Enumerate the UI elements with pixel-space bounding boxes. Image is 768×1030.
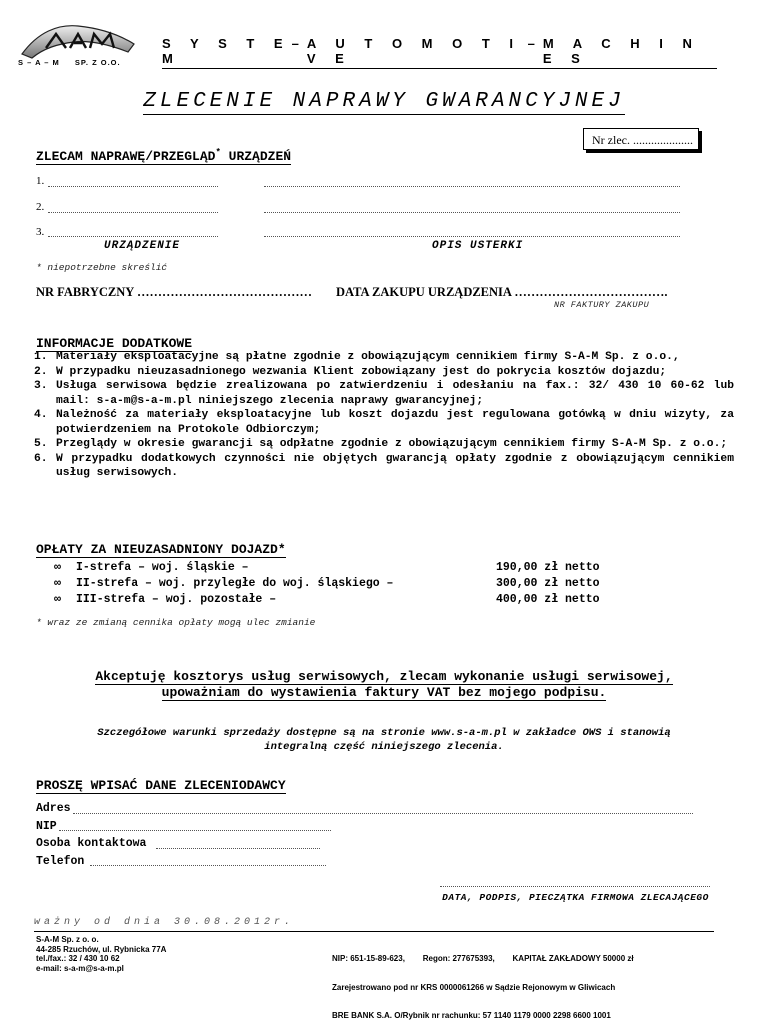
contact-row xyxy=(36,835,693,853)
info-heading-text: INFORMACJE DODATKOWE xyxy=(36,336,193,351)
tagline-word: A U T O M O T I V E xyxy=(306,36,522,66)
fault-field-2[interactable] xyxy=(264,212,680,213)
client-fields xyxy=(36,800,693,870)
fee-price: 190,00 zł netto xyxy=(496,561,600,574)
fee-zone: I-strefa – woj. śląskie – xyxy=(76,561,249,574)
list-item xyxy=(34,379,734,408)
footer-line: Zarejestrowano pod nr KRS 0000061266 w Sądzie Rejonowym w Gliwicach xyxy=(332,982,616,992)
terms-line-2: integralną część niniejszego zlecenia. xyxy=(264,741,504,753)
list-item-number: 5. xyxy=(34,438,48,450)
list-item xyxy=(34,408,734,437)
tagline-word: M A C H I N E S xyxy=(542,36,700,66)
bullet-icon: ∞ xyxy=(54,561,61,574)
repair-row-num: 3. xyxy=(36,226,45,238)
list-item-text: Przeglądy w okresie gwarancji są odpłatne zgodnie z obowiązującym cennikiem firmy S-A-M Sp. z o.o.; xyxy=(56,438,728,450)
tagline-dash: – xyxy=(291,36,307,51)
list-item-number: 1. xyxy=(34,351,48,363)
logo-company-right: SP. Z O.O. xyxy=(74,58,121,67)
repair-heading-mark: * xyxy=(215,148,221,158)
list-item-number: 6. xyxy=(34,452,48,465)
fault-field-1[interactable] xyxy=(264,186,680,187)
purchase-date-field[interactable]: DATA ZAKUPU URZĄDZENIA ………………………………. xyxy=(336,285,668,299)
list-item-text: Usługa serwisowa będzie zrealizowana po zatwierdzeniu i odesłaniu na fax.: 32/ 430 10 60-62 lub mail: s-a-m@s-a-m.pl niniejszego zlecenia naprawy gwarancyjnej; xyxy=(56,380,734,407)
acceptance-statement xyxy=(0,669,768,701)
contact-field[interactable] xyxy=(156,848,320,849)
client-heading xyxy=(36,778,286,793)
valid-from: ważny od dnia 30.08.2012r. xyxy=(34,917,295,928)
list-item xyxy=(34,452,734,481)
acceptance-line-2: upoważniam do wystawienia faktury VAT bez mojego podpisu. xyxy=(161,685,607,700)
info-list xyxy=(34,350,734,481)
list-item-text: W przypadku nieuzasadnionego wezwania Klient zobowiązany jest do pokrycia kosztów dojazdu; xyxy=(56,365,667,378)
list-item xyxy=(34,437,734,452)
signature-label: DATA, PODPIS, PIECZĄTKA FIRMOWA ZLECAJĄCEGO xyxy=(442,892,709,903)
footer-line: e-mail: s-a-m@s-a-m.pl xyxy=(36,963,124,973)
footer-line: NIP: 651-15-89-623, Regon: 277675393, KAPITAŁ ZAKŁADOWY 50000 zł xyxy=(332,954,634,963)
bullet-icon: ∞ xyxy=(54,577,61,590)
fee-price: 400,00 zł netto xyxy=(496,593,600,606)
order-number-box[interactable] xyxy=(583,128,699,150)
device-field-3[interactable] xyxy=(48,236,218,237)
header-divider xyxy=(162,68,717,69)
terms-line-1: Szczegółowe warunki sprzedaży dostępne są na stronie www.s-a-m.pl w zakładce OWS i stanowią xyxy=(97,727,671,739)
repair-row-num: 2. xyxy=(36,201,45,213)
repair-heading-text: ZLECAM NAPRAWĘ/PRZEGLĄD xyxy=(36,149,216,165)
repair-row-num: 1. xyxy=(36,175,45,187)
device-field-1[interactable] xyxy=(48,186,218,187)
fees-heading-text: OPŁATY ZA NIEUZASADNIONY DOJAZD* xyxy=(36,542,286,557)
footer-registration-info xyxy=(332,935,634,1030)
list-item xyxy=(34,365,734,380)
repair-heading xyxy=(36,148,291,164)
address-label: Adres xyxy=(36,802,71,815)
terms-note xyxy=(0,726,768,754)
fees-heading xyxy=(36,542,286,557)
info-heading xyxy=(36,336,192,351)
repair-heading-tail: URZĄDZEŃ xyxy=(228,149,292,165)
phone-field[interactable] xyxy=(90,865,326,866)
fees-footnote: * wraz ze zmianą cennika opłaty mogą ulec zmianie xyxy=(36,617,316,628)
document-title xyxy=(0,90,768,113)
address-row xyxy=(36,800,693,818)
footer-divider xyxy=(34,931,714,932)
order-number-label: Nr zlec. .................... xyxy=(592,133,693,147)
fee-zone: II-strefa – woj. przyległe do woj. śląskiego – xyxy=(76,577,394,590)
footer-line: tel./fax.: 32 / 430 10 62 xyxy=(36,954,120,963)
list-item-number: 3. xyxy=(34,380,48,392)
fee-row xyxy=(54,592,616,608)
serial-number-field[interactable]: NR FABRYCZNY …………………………………… xyxy=(36,285,312,299)
list-item-text: W przypadku dodatkowych czynności nie objętych gwarancją opłaty zgodnie z obowiązującym cennikiem usług serwisowych. xyxy=(56,452,734,479)
list-item-text: Materiały eksploatacyjne są płatne zgodnie z obowiązującym cennikiem firmy S-A-M Sp. z o.o., xyxy=(56,351,680,363)
client-heading-text: PROSZĘ WPISAĆ DANE ZLECENIODAWCY xyxy=(36,778,286,793)
tagline-word: S Y S T E M xyxy=(162,36,291,66)
bullet-icon: ∞ xyxy=(54,593,61,606)
invoice-label: NR FAKTURY ZAKUPU xyxy=(554,300,650,310)
fault-field-3[interactable] xyxy=(264,236,680,237)
tagline-dash: – xyxy=(527,36,543,51)
fee-zone: III-strefa – woj. pozostałe – xyxy=(76,593,277,606)
address-field[interactable] xyxy=(73,813,693,814)
device-column-label: URZĄDZENIE xyxy=(104,240,181,252)
list-item-text: Należność za materiały eksploatacyjne lub koszt dojazdu jest regulowana gotówką w dniu wizyty, za potwierdzeniem na Protokole Odbiorczym; xyxy=(56,409,734,436)
nip-row xyxy=(36,818,693,836)
repair-footnote: * niepotrzebne skreślić xyxy=(36,262,168,273)
nip-field[interactable] xyxy=(59,830,331,831)
fee-price: 300,00 zł netto xyxy=(496,577,600,590)
contact-label: Osoba kontaktowa xyxy=(36,837,147,850)
fee-row xyxy=(54,576,616,592)
nip-label: NIP xyxy=(36,819,57,833)
footer-line: 44-285 Rzuchów, ul. Rybnicka 77A xyxy=(36,944,167,954)
list-item xyxy=(34,350,734,365)
fee-row xyxy=(54,560,616,576)
fault-column-label: OPIS USTERKI xyxy=(432,240,524,252)
list-item-number: 2. xyxy=(34,365,48,378)
company-tagline xyxy=(162,36,717,66)
phone-label: Telefon xyxy=(36,854,85,868)
list-item-number: 4. xyxy=(34,409,48,421)
device-field-2[interactable] xyxy=(48,212,218,213)
footer-line: S-A-M Sp. z o. o. xyxy=(36,935,99,944)
acceptance-line-1: Akceptuję kosztorys usług serwisowych, zlecam wykonanie usługi serwisowej, xyxy=(95,669,673,684)
footer-company-info xyxy=(36,935,166,973)
signature-field[interactable] xyxy=(440,886,710,887)
logo-company-left: S – A – M xyxy=(18,58,60,67)
fees-list xyxy=(54,560,616,608)
phone-row xyxy=(36,853,693,871)
document-title-text: ZLECENIE NAPRAWY GWARANCYJNEJ xyxy=(143,90,625,113)
footer-line: BRE BANK S.A. O/Rybnik nr rachunku: 57 1140 1179 0000 2298 6600 1001 xyxy=(332,1011,611,1020)
